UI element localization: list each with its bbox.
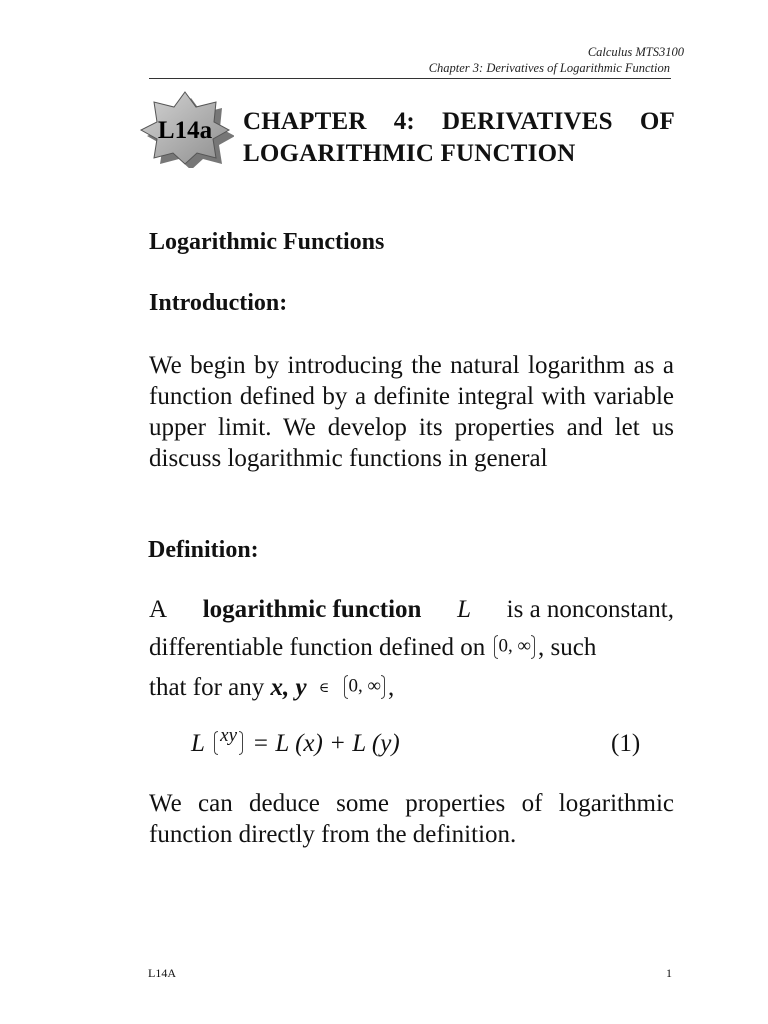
eq-argument: xy: [211, 731, 246, 755]
def-tail: is a nonconstant,: [506, 596, 674, 623]
chapter-derivatives: DERIVATIVES: [442, 108, 613, 135]
chapter-title: [243, 106, 675, 170]
def-line2-start: differentiable function defined on: [149, 634, 486, 661]
def-vars: x, y: [270, 674, 307, 701]
chapter-number: 4:: [393, 108, 415, 135]
def-term: logarithmic function: [202, 596, 422, 623]
def-line3-end: ,: [388, 674, 395, 701]
def-var-L: L: [457, 596, 471, 623]
interval-0-inf-2: 0, ∞: [341, 675, 388, 699]
page-number: 1: [666, 966, 672, 980]
section-title: Logarithmic Functions: [149, 229, 385, 255]
definition-heading: Definition:: [148, 537, 259, 563]
closing-paragraph: We can deduce some properties of logarithmic function directly from the definition.: [149, 790, 674, 848]
def-line2-end: , such: [538, 634, 597, 661]
definition-line-3: [149, 674, 394, 703]
intro-paragraph: We begin by introducing the natural logarithm as a function defined by a definite integral with variable upper limit. We develop its properties and let us discuss logarithmic functions in general: [149, 352, 674, 472]
header-chapter: Chapter 3: Derivatives of Logarithmic Function: [428, 61, 670, 75]
badge-label: L14a: [157, 117, 213, 144]
header-course: Calculus MTS3100: [587, 45, 684, 59]
definition-line-1: [149, 596, 674, 624]
star-badge-icon: [136, 90, 234, 168]
definition-line-2: [149, 634, 596, 663]
chapter-of: OF: [639, 108, 675, 135]
equation-1: [191, 725, 400, 759]
interval-0-inf: 0, ∞: [491, 635, 538, 659]
header-rule: [149, 78, 671, 79]
def-line3-start: that for any: [149, 674, 265, 701]
element-of-symbol: ∈: [318, 681, 330, 696]
def-a: A: [149, 596, 168, 623]
chapter-title-line2: LOGARITHMIC FUNCTION: [243, 140, 576, 167]
chapter-word: CHAPTER: [243, 108, 367, 135]
equation-number: (1): [611, 730, 641, 757]
eq-lhs: L: [191, 730, 205, 757]
intro-heading: Introduction:: [149, 290, 288, 316]
lesson-badge: [136, 90, 234, 168]
eq-rhs: = L (x) + L (y): [252, 730, 400, 757]
footer-lesson: L14A: [148, 966, 176, 980]
